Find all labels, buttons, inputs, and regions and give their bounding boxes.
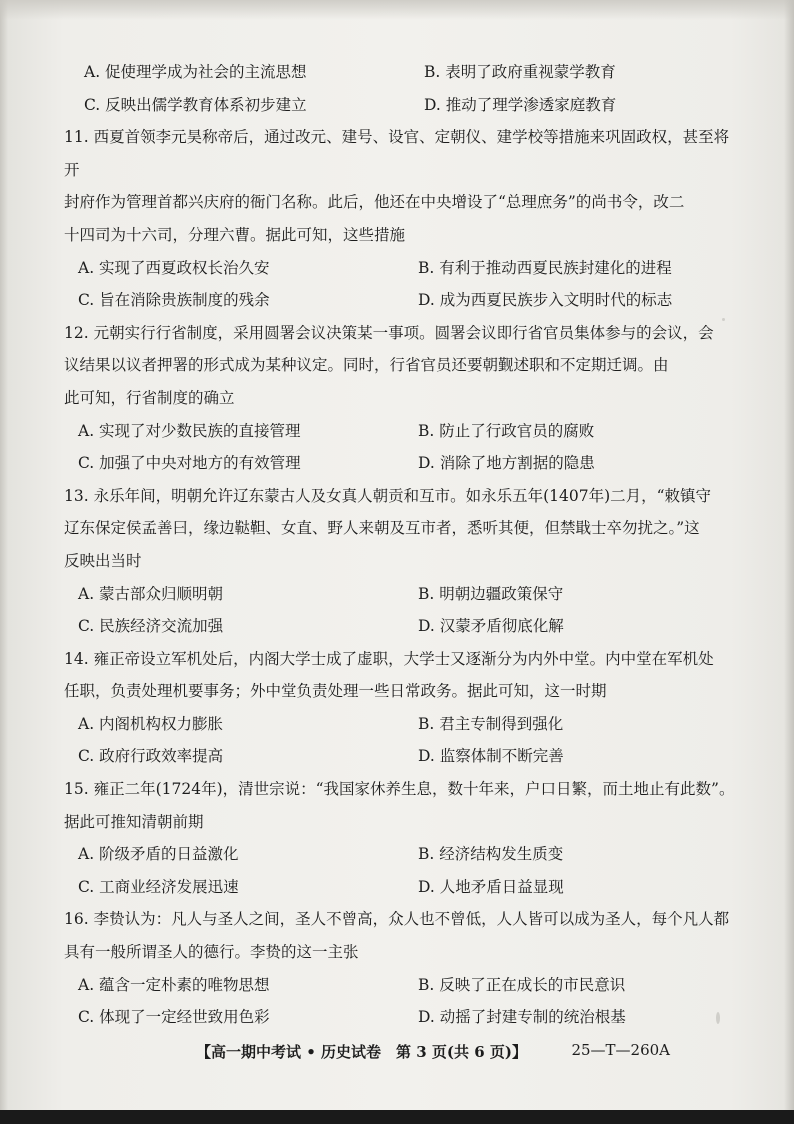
- question-11-text-line-3: 十四司为十六司，分理六曹。据此可知，这些措施: [64, 225, 406, 244]
- question-13-option-a[interactable]: A. 蒙古部众归顺明朝: [78, 584, 224, 603]
- question-12-text-line-2: 议结果以议者押署的形式成为某种议定。同时，行省官员还要朝觐述职和不定期迁调。由: [64, 356, 669, 375]
- question-11-text-line-2: 封府作为管理首都兴庆府的衙门名称。此后，他还在中央增设了“总理庶务”的尚书令，改二: [64, 193, 685, 212]
- q10-option-a[interactable]: A. 促使理学成为社会的主流思想: [84, 63, 307, 81]
- question-13-option-d[interactable]: D. 汉蒙矛盾彻底化解: [418, 617, 564, 636]
- question-15-text-line-1: 15. 雍正二年(1724年)，清世宗说：“我国家休养生息，数十年来，户口日繁，而土地止有此数”。: [64, 780, 735, 799]
- question-11-option-c[interactable]: C. 旨在消除贵族制度的残余: [78, 291, 270, 310]
- question-11-text-line-1: 11. 西夏首领李元昊称帝后，通过改元、建号、设官、定朝仪、建学校等措施来巩固政权，甚至将开: [64, 128, 730, 179]
- question-12-option-d[interactable]: D. 消除了地方割据的隐患: [418, 454, 595, 473]
- question-14: [64, 643, 744, 773]
- question-14-option-a[interactable]: A. 内阁机构权力膨胀: [78, 714, 224, 733]
- question-13-text-line-3: 反映出当时: [64, 551, 142, 570]
- question-15-option-b[interactable]: B. 经济结构发生质变: [418, 845, 564, 864]
- page-left-shadow: [0, 0, 8, 1124]
- question-13-text-line-2: 辽东保定侯孟善曰，缘边鞑靼、女直、野人来朝及互市者，悉听其便，但禁戢士卒勿扰之。”这: [64, 519, 700, 538]
- q10-option-d[interactable]: D. 推动了理学渗透家庭教育: [424, 95, 617, 114]
- footer-code: 25—T—260A: [571, 1041, 670, 1059]
- question-13: [64, 480, 744, 643]
- question-14-option-d[interactable]: D. 监察体制不断完善: [418, 747, 564, 766]
- question-13-text-line-1: 13. 永乐年间，明朝允许辽东蒙古人及女真人朝贡和互市。如永乐五年(1407年)二月，“敕镇守: [64, 486, 712, 505]
- q10-options-row-1: [64, 56, 744, 89]
- footer-title: 【高一期中考试 • 历史试卷 第 3 页(共 6 页)】: [196, 1043, 527, 1061]
- question-16: [64, 903, 744, 1033]
- question-12-text-line-3: 此可知，行省制度的确立: [64, 388, 235, 407]
- question-11-option-d[interactable]: D. 成为西夏民族步入文明时代的标志: [418, 291, 673, 310]
- question-13-option-b[interactable]: B. 明朝边疆政策保守: [418, 584, 564, 603]
- exam-content: [64, 56, 744, 1034]
- question-12-option-a[interactable]: A. 实现了对少数民族的直接管理: [78, 421, 301, 440]
- question-12-option-c[interactable]: C. 加强了中央对地方的有效管理: [78, 454, 301, 473]
- question-12-text-line-1: 12. 元朝实行行省制度，采用圆署会议决策某一事项。圆署会议即行省官员集体参与的会议，会: [64, 323, 714, 342]
- question-15-text-line-2: 据此可推知清朝前期: [64, 812, 204, 831]
- question-16-option-b[interactable]: B. 反映了正在成长的市民意识: [418, 975, 626, 994]
- question-15: [64, 773, 744, 903]
- question-14-text-line-1: 14. 雍正帝设立军机处后，内阁大学士成了虚职，大学士又逐渐分为内外中堂。内中堂在军机处: [64, 649, 714, 668]
- q10-option-b[interactable]: B. 表明了政府重视蒙学教育: [424, 63, 616, 81]
- question-16-text-line-1: 16. 李贽认为：凡人与圣人之间，圣人不曾高，众人也不曾低，人人皆可以成为圣人，每个凡人都: [64, 910, 730, 929]
- question-14-option-b[interactable]: B. 君主专制得到强化: [418, 714, 564, 733]
- q10-option-c[interactable]: C. 反映出儒学教育体系初步建立: [84, 95, 307, 114]
- question-16-option-a[interactable]: A. 蕴含一定朴素的唯物思想: [78, 975, 270, 994]
- page-bottom-edge: [0, 1110, 794, 1124]
- question-15-option-c[interactable]: C. 工商业经济发展迅速: [78, 877, 239, 896]
- page-footer: [64, 1037, 744, 1067]
- question-11: [64, 121, 744, 317]
- q10-options-row-2: [64, 89, 744, 122]
- page-top-shadow: [0, 0, 794, 20]
- question-11-option-a[interactable]: A. 实现了西夏政权长治久安: [78, 258, 270, 277]
- question-16-option-d[interactable]: D. 动摇了封建专制的统治根基: [418, 1008, 626, 1027]
- question-14-text-line-2: 任职，负责处理机要事务；外中堂负责处理一些日常政务。据此可知，这一时期: [64, 682, 607, 701]
- question-15-option-a[interactable]: A. 阶级矛盾的日益激化: [78, 845, 239, 864]
- question-14-option-c[interactable]: C. 政府行政效率提高: [78, 747, 224, 766]
- page-right-shadow: [784, 0, 794, 1124]
- question-13-option-c[interactable]: C. 民族经济交流加强: [78, 617, 224, 636]
- question-12: [64, 317, 744, 480]
- question-11-option-b[interactable]: B. 有利于推动西夏民族封建化的进程: [418, 258, 672, 277]
- question-16-option-c[interactable]: C. 体现了一定经世致用色彩: [78, 1008, 270, 1027]
- question-15-option-d[interactable]: D. 人地矛盾日益显现: [418, 877, 564, 896]
- question-12-option-b[interactable]: B. 防止了行政官员的腐败: [418, 421, 595, 440]
- question-16-text-line-2: 具有一般所谓圣人的德行。李贽的这一主张: [64, 943, 359, 962]
